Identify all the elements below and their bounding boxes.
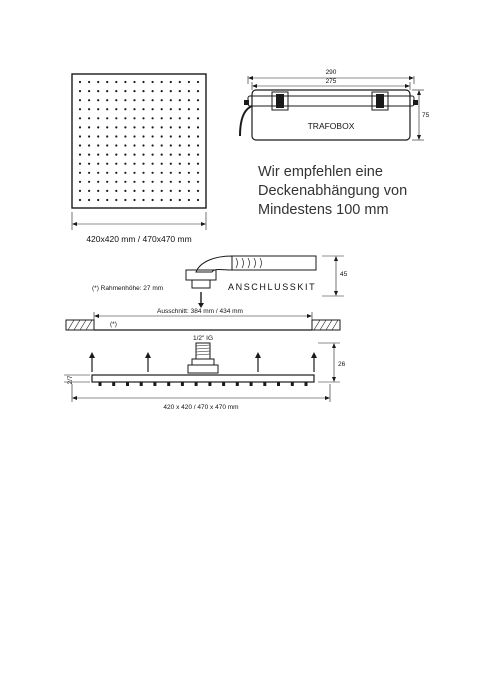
nozzle-dot <box>106 154 108 156</box>
kit-label: ANSCHLUSSKIT <box>228 282 317 292</box>
nozzle-dot <box>115 135 117 137</box>
nozzle-dot <box>197 163 199 165</box>
nozzle-dot <box>115 99 117 101</box>
nozzle-dot <box>97 163 99 165</box>
nozzle-dot <box>106 172 108 174</box>
nozzle-dot <box>179 154 181 156</box>
nozzle-dot <box>170 135 172 137</box>
nozzle-dot <box>142 117 144 119</box>
shower-head-side-view <box>64 335 346 411</box>
nozzle-dot <box>142 81 144 83</box>
nozzle-dot <box>142 154 144 156</box>
nozzle-dot <box>161 199 163 201</box>
ceiling-left <box>66 320 94 330</box>
nozzle-dot <box>188 199 190 201</box>
nozzle-dot <box>124 117 126 119</box>
nozzle-dot <box>161 108 163 110</box>
nozzle-dot <box>97 199 99 201</box>
recommendation-line-1: Wir empfehlen eine <box>258 164 383 180</box>
nozzle-dot <box>106 199 108 201</box>
shower-plate <box>92 375 314 382</box>
side-nozzle <box>99 382 102 386</box>
nozzle-dot <box>152 126 154 128</box>
nozzle-dot <box>179 199 181 201</box>
side-nozzle <box>153 382 156 386</box>
kit-height-label: 45 <box>340 271 348 278</box>
nozzle-dot <box>152 99 154 101</box>
nozzle-dot <box>161 190 163 192</box>
nozzle-dot <box>133 163 135 165</box>
nozzle-dot <box>188 135 190 137</box>
nozzle-dot <box>179 99 181 101</box>
nozzle-dot <box>170 181 172 183</box>
nozzle-dot <box>79 199 81 201</box>
nozzle-dot <box>133 181 135 183</box>
nozzle-dot <box>188 154 190 156</box>
nozzle-dot <box>152 163 154 165</box>
nozzle-dot <box>179 126 181 128</box>
nozzle-dot <box>97 190 99 192</box>
nozzle-dot <box>88 163 90 165</box>
nozzle-dot <box>106 181 108 183</box>
nozzle-dot <box>142 126 144 128</box>
shower-head-size-label: 420x420 mm / 470x470 mm <box>86 234 192 244</box>
nozzle-dot <box>124 135 126 137</box>
trafobox-cable <box>240 106 252 136</box>
nozzle-dot <box>170 90 172 92</box>
nozzle-dot <box>115 90 117 92</box>
nozzle-dot <box>97 135 99 137</box>
nozzle-dot <box>133 190 135 192</box>
recommendation-text <box>258 164 407 218</box>
nozzle-dot <box>142 199 144 201</box>
side-nozzle <box>208 382 211 386</box>
nozzle-dot <box>170 154 172 156</box>
trafobox-outer-width-label: 290 <box>325 69 337 76</box>
nozzle-dot <box>106 135 108 137</box>
nozzle-dot <box>152 135 154 137</box>
side-nozzle <box>167 382 170 386</box>
nozzle-dot <box>124 126 126 128</box>
nozzle-dot <box>179 172 181 174</box>
nozzle-dot <box>142 190 144 192</box>
nozzle-dot <box>152 154 154 156</box>
side-nozzle <box>305 382 308 386</box>
side-note: 2/7 <box>67 375 74 385</box>
nozzle-dot <box>170 199 172 201</box>
nozzle-dot <box>97 126 99 128</box>
nozzle-dot <box>161 126 163 128</box>
nozzle-dot <box>133 81 135 83</box>
nozzle-dot <box>133 126 135 128</box>
nozzle-dot <box>88 172 90 174</box>
side-nozzle <box>112 382 115 386</box>
nozzle-dot <box>188 117 190 119</box>
shower-head-width-dimension <box>72 212 206 230</box>
nozzle-dot <box>179 117 181 119</box>
nozzle-dot <box>197 144 199 146</box>
nozzle-dot <box>170 108 172 110</box>
nozzle-dot <box>142 108 144 110</box>
nozzle-dot <box>106 190 108 192</box>
nozzle-dot <box>97 181 99 183</box>
nozzle-dot <box>197 99 199 101</box>
nozzle-dot <box>133 135 135 137</box>
nozzle-dot <box>79 90 81 92</box>
nozzle-dot <box>179 190 181 192</box>
nozzle-dot <box>124 163 126 165</box>
nozzle-dot <box>124 90 126 92</box>
nozzle-dot <box>188 90 190 92</box>
nozzle-dot <box>170 144 172 146</box>
nozzle-dot <box>179 181 181 183</box>
nozzle-dot <box>170 172 172 174</box>
nozzle-dot <box>170 117 172 119</box>
nozzle-dot <box>161 154 163 156</box>
nozzle-dot <box>197 181 199 183</box>
cutout-label: Ausschnitt: 384 mm / 434 mm <box>157 308 243 315</box>
nozzle-dot <box>133 117 135 119</box>
nozzle-dot <box>79 135 81 137</box>
connection-kit <box>186 256 348 308</box>
nozzle-dot <box>88 90 90 92</box>
bottom-width-label: 420 x 420 / 470 x 470 mm <box>163 404 239 411</box>
shower-head-outline <box>72 74 206 208</box>
nozzle-dot <box>115 163 117 165</box>
nozzle-dot <box>115 181 117 183</box>
nozzle-dot <box>197 117 199 119</box>
nozzle-dot <box>115 126 117 128</box>
nozzle-dot <box>88 108 90 110</box>
nozzle-dot <box>142 172 144 174</box>
nozzle-dot <box>88 154 90 156</box>
nozzle-dot <box>106 108 108 110</box>
nozzle-dot <box>197 126 199 128</box>
nozzle-dot <box>170 81 172 83</box>
trafobox-drawing <box>240 69 430 140</box>
nozzle-dot <box>161 90 163 92</box>
nozzle-dot <box>152 81 154 83</box>
nozzle-dot <box>188 144 190 146</box>
nozzle-dot <box>197 81 199 83</box>
nozzle-dot <box>79 108 81 110</box>
side-nozzle <box>250 382 253 386</box>
nozzle-dot <box>88 199 90 201</box>
nozzle-dot <box>115 154 117 156</box>
nozzle-dot <box>79 117 81 119</box>
side-nozzle <box>222 382 225 386</box>
nozzle-dot <box>88 181 90 183</box>
nozzle-dot <box>106 126 108 128</box>
nozzle-dot <box>188 181 190 183</box>
nozzle-dot <box>88 81 90 83</box>
nozzle-dot <box>124 154 126 156</box>
nozzle-dot <box>115 172 117 174</box>
nozzle-dot <box>152 117 154 119</box>
nozzle-dot <box>161 181 163 183</box>
nozzle-dot <box>88 190 90 192</box>
nozzle-dot <box>124 144 126 146</box>
nozzle-dot <box>124 172 126 174</box>
nozzle-dot <box>97 172 99 174</box>
nozzle-dot <box>133 154 135 156</box>
nozzle-dot <box>88 117 90 119</box>
nozzle-dot <box>124 181 126 183</box>
nozzle-dot <box>188 172 190 174</box>
nozzle-dot <box>197 90 199 92</box>
nozzle-dot <box>124 108 126 110</box>
nozzle-dot <box>79 144 81 146</box>
nozzle-dot <box>88 99 90 101</box>
side-nozzle <box>236 382 239 386</box>
nozzle-dot <box>170 99 172 101</box>
nozzle-dot <box>188 108 190 110</box>
nozzle-dot <box>152 108 154 110</box>
recommendation-line-2: Deckenabhängung von <box>258 183 408 199</box>
nozzle-dot <box>197 135 199 137</box>
nozzle-dot <box>133 144 135 146</box>
trafobox-inner-width-label: 275 <box>325 78 337 85</box>
nozzle-dot <box>106 144 108 146</box>
nozzle-dot <box>106 90 108 92</box>
nozzle-dot <box>188 81 190 83</box>
nozzle-dot <box>170 163 172 165</box>
nozzle-dot <box>142 163 144 165</box>
nozzle-dot <box>142 99 144 101</box>
nozzle-dot <box>197 199 199 201</box>
nozzle-dot <box>188 163 190 165</box>
nozzle-dot <box>106 117 108 119</box>
ceiling-right <box>312 320 340 330</box>
nozzle-dot <box>106 99 108 101</box>
nozzle-dot <box>161 117 163 119</box>
nozzle-dot <box>188 190 190 192</box>
nozzle-dot <box>79 81 81 83</box>
side-nozzle <box>263 382 266 386</box>
nozzle-dot <box>79 99 81 101</box>
nozzle-dot <box>97 154 99 156</box>
nozzle-dot <box>188 126 190 128</box>
nozzle-dot <box>115 108 117 110</box>
nozzle-dot <box>97 90 99 92</box>
nozzle-dot <box>142 90 144 92</box>
cutout-marker: (*) <box>110 321 117 328</box>
side-nozzle <box>181 382 184 386</box>
nozzle-dot <box>197 190 199 192</box>
frame-height-note: (*) Rahmenhöhe: 27 mm <box>92 285 164 292</box>
nozzle-dot <box>106 81 108 83</box>
nozzle-dot <box>161 135 163 137</box>
recommendation-line-3: Mindestens 100 mm <box>258 202 389 218</box>
nozzle-dot <box>79 172 81 174</box>
nozzle-dot <box>97 144 99 146</box>
side-nozzle <box>140 382 143 386</box>
nozzle-dot <box>133 99 135 101</box>
nozzle-dot <box>79 181 81 183</box>
nozzle-dot <box>170 190 172 192</box>
nozzle-dot <box>179 144 181 146</box>
nozzle-dot <box>88 126 90 128</box>
nozzle-dot <box>79 190 81 192</box>
mounting-arrows <box>89 352 317 372</box>
nozzle-dot <box>97 81 99 83</box>
nozzle-dot <box>97 117 99 119</box>
nozzle-dot <box>133 199 135 201</box>
nozzle-dot <box>133 108 135 110</box>
nozzle-dot <box>106 163 108 165</box>
nozzle-row <box>99 382 308 386</box>
nozzle-dot <box>161 172 163 174</box>
nozzle-grid <box>79 81 199 201</box>
nozzle-dot <box>88 144 90 146</box>
trafobox-lid <box>248 96 414 106</box>
nozzle-dot <box>179 81 181 83</box>
nozzle-dot <box>179 90 181 92</box>
thread-label: 1/2" IG <box>192 335 214 342</box>
nozzle-dot <box>152 190 154 192</box>
trafobox-body <box>252 90 410 140</box>
nozzle-dot <box>133 172 135 174</box>
nozzle-dot <box>197 154 199 156</box>
nozzle-dot <box>152 90 154 92</box>
nozzle-dot <box>115 144 117 146</box>
nozzle-dot <box>161 163 163 165</box>
nozzle-dot <box>124 99 126 101</box>
nozzle-dot <box>170 126 172 128</box>
shower-head-top-view <box>72 74 206 244</box>
nozzle-dot <box>152 199 154 201</box>
nozzle-dot <box>188 99 190 101</box>
nozzle-dot <box>197 172 199 174</box>
side-nozzle <box>126 382 129 386</box>
nozzle-dot <box>179 108 181 110</box>
nozzle-dot <box>124 190 126 192</box>
nozzle-dot <box>161 99 163 101</box>
trafobox-name: TRAFOBOX <box>307 121 355 131</box>
nozzle-dot <box>97 108 99 110</box>
side-nozzle <box>291 382 294 386</box>
nozzle-dot <box>79 154 81 156</box>
nozzle-dot <box>115 190 117 192</box>
nozzle-dot <box>161 144 163 146</box>
nozzle-dot <box>152 172 154 174</box>
nozzle-dot <box>124 199 126 201</box>
nozzle-dot <box>97 99 99 101</box>
nozzle-dot <box>79 126 81 128</box>
nozzle-dot <box>115 81 117 83</box>
nozzle-dot <box>88 135 90 137</box>
nozzle-dot <box>179 163 181 165</box>
side-nozzle <box>277 382 280 386</box>
nozzle-dot <box>179 135 181 137</box>
nozzle-dot <box>133 90 135 92</box>
nozzle-dot <box>115 199 117 201</box>
trafobox-height-label: 75 <box>422 112 430 119</box>
nozzle-dot <box>161 81 163 83</box>
nozzle-dot <box>152 144 154 146</box>
nozzle-dot <box>142 135 144 137</box>
nozzle-dot <box>152 181 154 183</box>
nozzle-dot <box>115 117 117 119</box>
nozzle-dot <box>197 108 199 110</box>
nozzle-dot <box>124 81 126 83</box>
side-nozzle <box>195 382 198 386</box>
nozzle-dot <box>142 181 144 183</box>
nozzle-dot <box>142 144 144 146</box>
body-height-label: 26 <box>338 361 346 368</box>
nozzle-dot <box>79 163 81 165</box>
